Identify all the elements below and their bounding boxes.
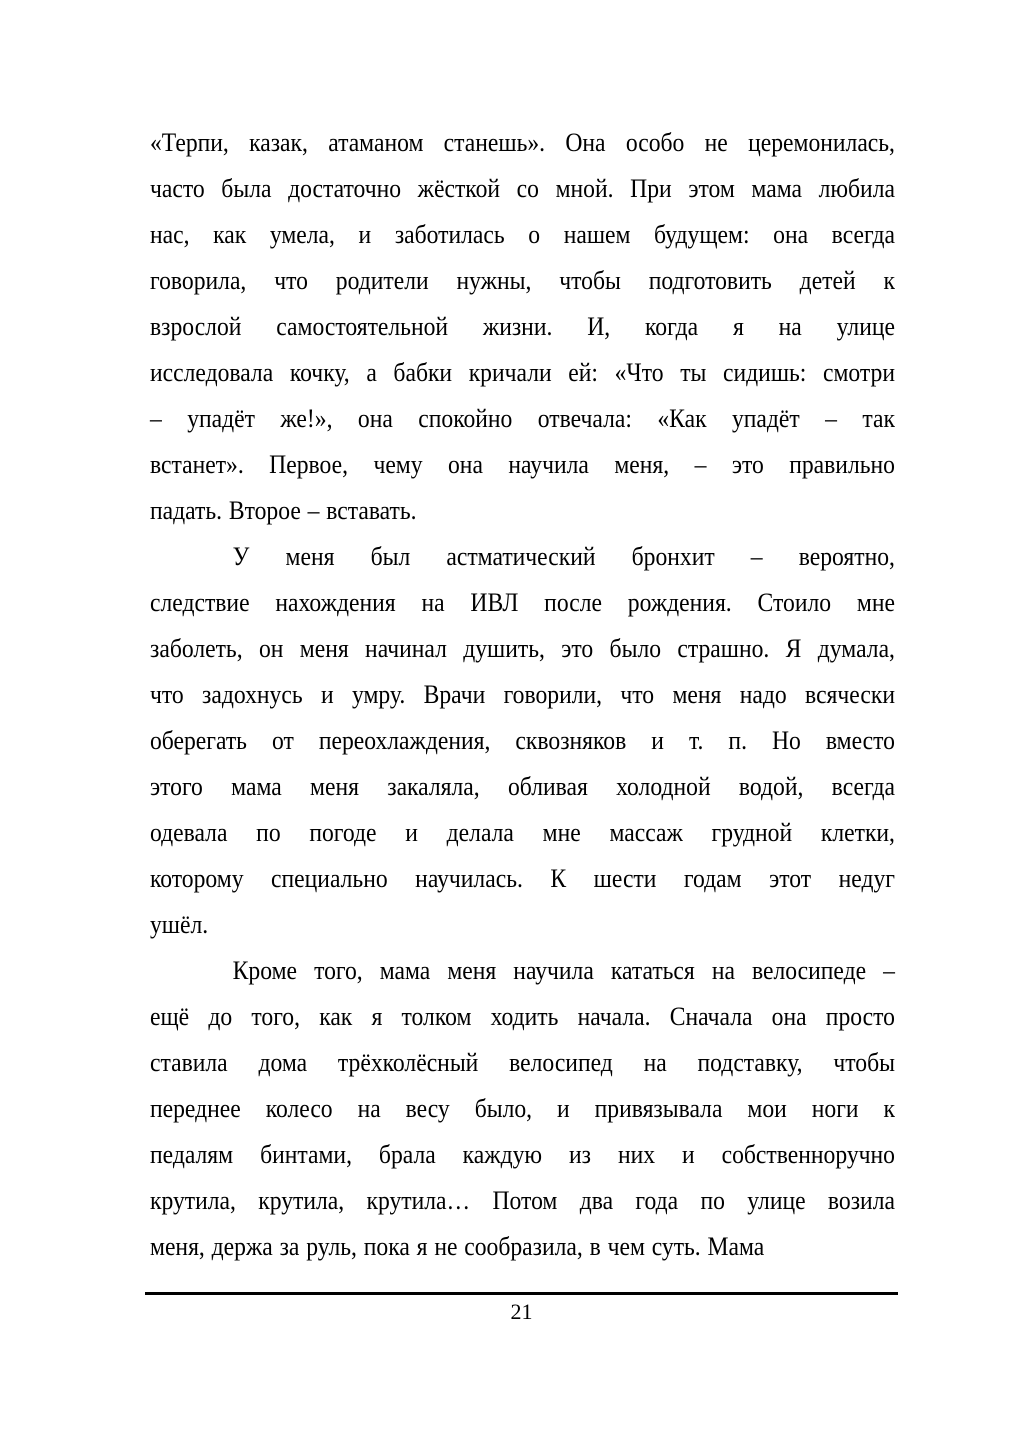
body-line: педалям бинтами, брала каждую из них и собственноручно (150, 1140, 895, 1169)
body-line: взрослой самостоятельной жизни. И, когда я на улице (150, 312, 895, 341)
paragraph (150, 534, 895, 948)
text-block (150, 120, 895, 1270)
body-line: одевала по погоде и делала мне массаж грудной клетки, (150, 818, 895, 847)
body-line: «Терпи, казак, атаманом станешь». Она особо не церемонилась, (150, 128, 895, 157)
paragraph (150, 120, 895, 534)
body-line: крутила, крутила, крутила… Потом два года по улице возила (150, 1186, 895, 1215)
body-line: следствие нахождения на ИВЛ после рождения. Стоило мне (150, 588, 895, 617)
body-line: этого мама меня закаляла, обливая холодной водой, всегда (150, 772, 895, 801)
body-line: оберегать от переохлаждения, сквозняков и т. п. Но вместо (150, 726, 895, 755)
body-line: ещё до того, как я толком ходить начала. Сначала она просто (150, 1002, 895, 1031)
body-line: переднее колесо на весу было, и привязывала мои ноги к (150, 1094, 895, 1123)
body-line: говорила, что родители нужны, чтобы подготовить детей к (150, 266, 895, 295)
body-line: меня, держа за руль, пока я не сообразила, в чем суть. Мама (150, 1232, 765, 1261)
footer-rule (145, 1292, 898, 1295)
body-line: У меня был астматический бронхит – вероятно, (232, 542, 895, 571)
body-line: часто была достаточно жёсткой со мной. При этом мама любила (150, 174, 895, 203)
body-line: исследовала кочку, а бабки кричали ей: «Что ты сидишь: смотри (150, 358, 895, 387)
body-line: ушёл. (150, 910, 209, 939)
body-line: заболеть, он меня начинал душить, это было страшно. Я думала, (150, 634, 895, 663)
body-line: ставила дома трёхколёсный велосипед на подставку, чтобы (150, 1048, 895, 1077)
body-line: – упадёт же!», она спокойно отвечала: «Как упадёт – так (150, 404, 895, 433)
body-line: которому специально научилась. К шести годам этот недуг (150, 864, 895, 893)
body-line: Кроме того, мама меня научила кататься на велосипеде – (232, 956, 895, 985)
body-line: встанет». Первое, чему она научила меня, – это правильно (150, 450, 895, 479)
page-number: 21 (510, 1299, 533, 1324)
body-line: нас, как умела, и заботилась о нашем будущем: она всегда (150, 220, 895, 249)
body-line: что задохнусь и умру. Врачи говорили, что меня надо всячески (150, 680, 895, 709)
body-line: падать. Второе – вставать. (150, 496, 417, 525)
paragraph (150, 948, 895, 1270)
text-block-inner (150, 120, 895, 1270)
